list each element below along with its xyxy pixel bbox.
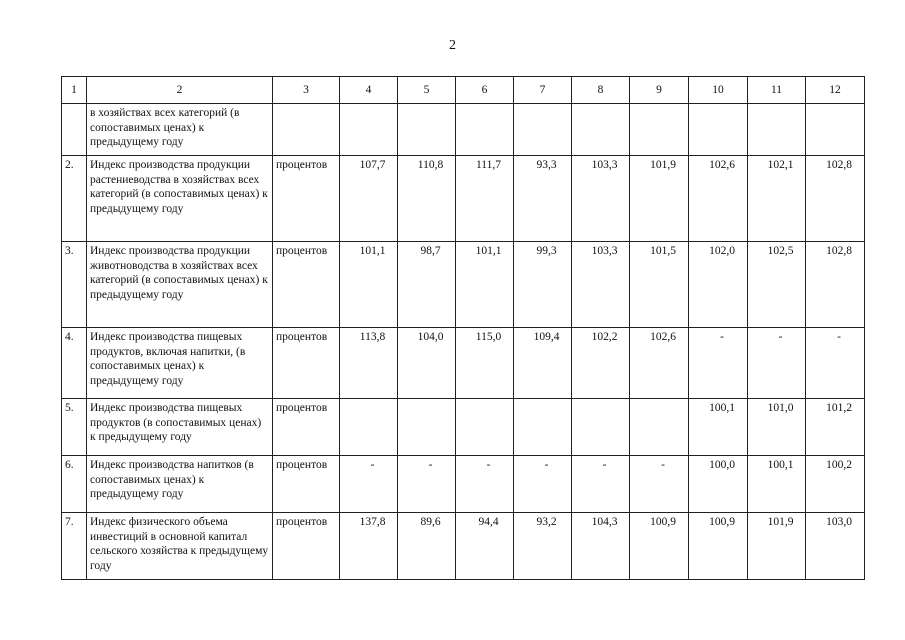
value-cell [630,513,689,580]
value-cell [398,399,456,456]
value-cell [398,242,456,328]
value-cell [630,156,689,242]
value-cell [689,156,748,242]
value-text: 100,0 [709,459,735,471]
table-row [62,328,865,399]
value-text: 101,9 [767,516,794,528]
value-text: 89,6 [420,516,441,528]
value-text: 102,8 [826,245,852,257]
value-cell [340,328,398,399]
value-text: 107,7 [359,159,386,171]
value-cell [689,456,748,513]
value-cell [572,328,630,399]
value-cell [806,104,865,156]
value-text: 113,8 [359,331,386,343]
value-cell [398,328,456,399]
value-cell [806,328,865,399]
value-cell [514,156,572,242]
value-text: - [486,459,491,471]
value-text: 101,2 [826,402,852,414]
unit-cell: процентов [273,513,340,580]
value-cell [689,104,748,156]
value-text: 102,0 [709,245,735,257]
value-cell [572,513,630,580]
value-cell [398,456,456,513]
value-cell [514,513,572,580]
value-cell [806,456,865,513]
value-cell [398,156,456,242]
value-text: 93,3 [536,159,557,171]
row-number [62,104,87,156]
indicators-table [61,76,865,580]
value-text: 102,2 [591,331,618,343]
column-header-4: 4 [340,77,398,104]
row-number: 2. [62,156,87,242]
value-cell [456,328,514,399]
table-row [62,242,865,328]
value-cell [456,399,514,456]
value-text: 102,1 [767,159,794,171]
value-cell [572,156,630,242]
value-text: 100,1 [709,402,735,414]
value-cell [748,513,806,580]
value-text: 104,3 [591,516,618,528]
row-number: 6. [62,456,87,513]
value-text: 100,2 [826,459,852,471]
value-cell [748,156,806,242]
table-row [62,513,865,580]
value-cell [340,242,398,328]
value-text: 111,7 [475,159,502,171]
unit-cell: процентов [273,242,340,328]
column-header-7: 7 [514,77,572,104]
value-cell [340,456,398,513]
column-header-5: 5 [398,77,456,104]
value-text: 101,9 [650,159,676,171]
row-number: 5. [62,399,87,456]
value-cell [514,104,572,156]
row-number: 7. [62,513,87,580]
value-cell [572,399,630,456]
value-cell [572,104,630,156]
value-text: - [428,459,433,471]
table-row [62,456,865,513]
value-cell [630,242,689,328]
value-text: 100,9 [650,516,676,528]
value-cell [456,456,514,513]
value-text: 109,4 [533,331,560,343]
table-row [62,156,865,242]
value-cell [398,104,456,156]
value-cell [456,156,514,242]
value-cell [340,399,398,456]
value-text: - [720,331,724,343]
value-text: 98,7 [420,245,441,257]
indicator-name: Индекс физического объема инвестиций в основной капитал сельского хозяйства к предыдущему году [87,513,273,580]
row-number: 3. [62,242,87,328]
column-header-6: 6 [456,77,514,104]
value-cell [514,242,572,328]
value-text: 100,9 [709,516,735,528]
value-cell [689,399,748,456]
header-row [62,77,865,104]
indicator-name: в хозяйствах всех категорий (в сопоставимых ценах) к предыдущему году [87,104,273,156]
column-header-12: 12 [806,77,865,104]
column-header-10: 10 [689,77,748,104]
value-text: 99,3 [536,245,557,257]
value-cell [748,328,806,399]
unit-cell [273,104,340,156]
value-text: 110,8 [417,159,444,171]
value-cell [806,513,865,580]
column-header-2: 2 [87,77,273,104]
value-text: - [370,459,375,471]
column-header-1: 1 [62,77,87,104]
row-number: 4. [62,328,87,399]
value-cell [514,328,572,399]
value-cell [456,513,514,580]
value-text: - [837,331,841,343]
column-header-8: 8 [572,77,630,104]
value-cell [630,456,689,513]
column-header-11: 11 [748,77,806,104]
value-text: 93,2 [536,516,557,528]
indicator-name: Индекс производства продукции животноводства в хозяйствах всех категорий (в сопоставимых ценах) к предыдущему году [87,242,273,328]
value-cell [806,156,865,242]
value-text: 102,5 [767,245,794,257]
unit-cell: процентов [273,456,340,513]
indicator-name: Индекс производства напитков (в сопоставимых ценах) к предыдущему году [87,456,273,513]
value-text: 103,0 [826,516,852,528]
value-text: 101,1 [475,245,502,257]
page-number: 2 [449,38,456,53]
value-text: 101,5 [650,245,676,257]
value-cell [630,399,689,456]
column-header-9: 9 [630,77,689,104]
value-cell [748,456,806,513]
value-text: - [544,459,549,471]
indicator-name: Индекс производства пищевых продуктов (в сопоставимых ценах) к предыдущему году [87,399,273,456]
value-cell [398,513,456,580]
value-cell [630,104,689,156]
unit-cell: процентов [273,399,340,456]
value-cell [514,456,572,513]
value-cell [514,399,572,456]
value-text: 102,8 [826,159,852,171]
column-header-3: 3 [273,77,340,104]
value-text: 137,8 [359,516,386,528]
value-cell [806,242,865,328]
table-row [62,399,865,456]
value-cell [748,399,806,456]
value-cell [340,104,398,156]
table-body [62,77,865,580]
value-cell [689,513,748,580]
unit-cell: процентов [273,156,340,242]
value-cell [630,328,689,399]
value-cell [748,104,806,156]
value-cell [340,513,398,580]
value-cell [572,242,630,328]
indicator-name: Индекс производства продукции растениеводства в хозяйствах всех категорий (в сопоставимых ценах) к предыдущему году [87,156,273,242]
value-text: 101,1 [359,245,386,257]
value-text: - [778,331,783,343]
value-cell [748,242,806,328]
value-cell [689,242,748,328]
value-cell [340,156,398,242]
value-text: 103,3 [591,245,618,257]
value-cell [806,399,865,456]
value-text: - [661,459,665,471]
value-text: 102,6 [709,159,735,171]
unit-cell: процентов [273,328,340,399]
value-text: 100,1 [767,459,794,471]
table-row [62,104,865,156]
value-text: 103,3 [591,159,618,171]
value-text: - [602,459,607,471]
value-text: 94,4 [478,516,499,528]
value-cell [689,328,748,399]
value-text: 102,6 [650,331,676,343]
value-cell [572,456,630,513]
value-cell [456,104,514,156]
value-text: 104,0 [417,331,444,343]
value-text: 115,0 [475,331,502,343]
indicator-name: Индекс производства пищевых продуктов, включая напитки, (в сопоставимых ценах) к предыдущему году [87,328,273,399]
value-cell [456,242,514,328]
value-text: 101,0 [767,402,794,414]
